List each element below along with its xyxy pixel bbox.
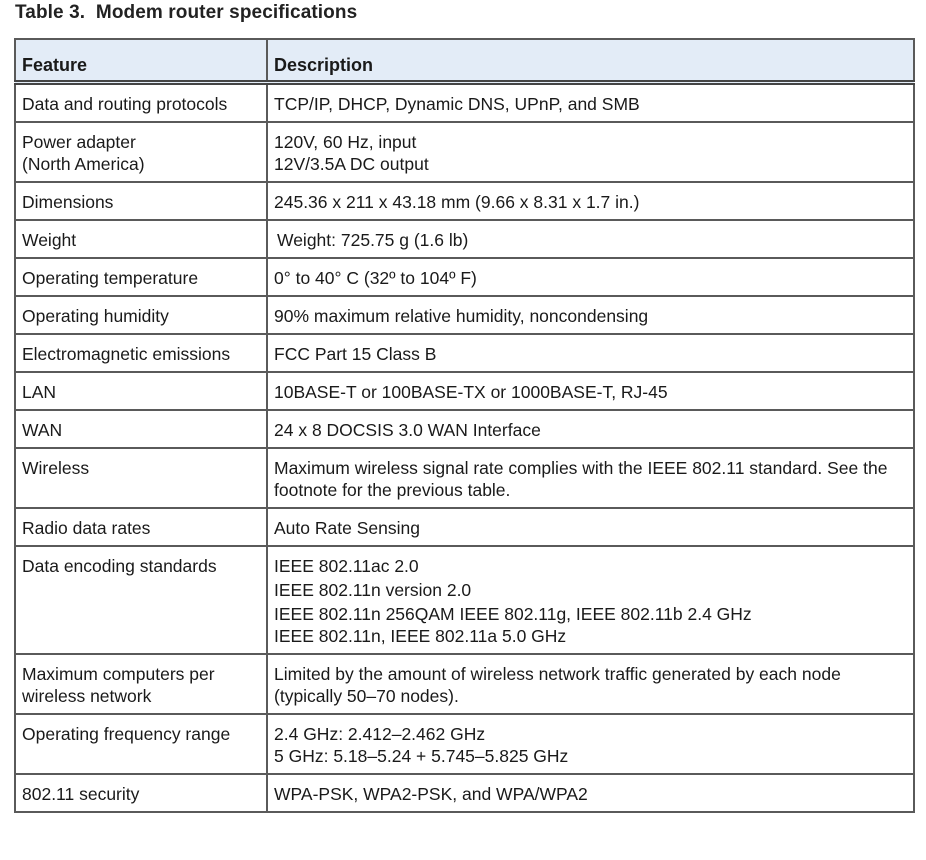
table-row (15, 220, 914, 258)
feature-text: Operating frequency range (22, 724, 231, 744)
description-cell (267, 448, 914, 508)
description-cell (267, 410, 914, 448)
description-cell (267, 83, 914, 123)
description-text: (typically 50–70 nodes). (274, 686, 459, 706)
feature-cell (15, 83, 267, 123)
feature-text: Data and routing protocols (22, 94, 228, 114)
description-text: WPA-PSK, WPA2-PSK, and WPA/WPA2 (274, 784, 588, 804)
table-row (15, 448, 914, 508)
feature-cell (15, 654, 267, 714)
description-text: Auto Rate Sensing (274, 518, 420, 538)
feature-cell (15, 714, 267, 774)
feature-cell (15, 182, 267, 220)
description-text: Maximum wireless signal rate complies with the IEEE 802.11 standard. See the (274, 458, 888, 478)
feature-text: Weight (22, 230, 77, 250)
feature-cell (15, 546, 267, 654)
description-text: FCC Part 15 Class B (274, 344, 437, 364)
description-text: IEEE 802.11n 256QAM IEEE 802.11g, IEEE 802.11b 2.4 GHz (274, 604, 752, 624)
description-text: 5 GHz: 5.18–5.24 + 5.745–5.825 GHz (274, 746, 569, 766)
feature-cell (15, 774, 267, 812)
feature-text: Wireless (22, 458, 90, 478)
feature-text: Electromagnetic emissions (22, 344, 231, 364)
column-header-feature: Feature (15, 39, 267, 83)
description-text: 90% maximum relative humidity, noncondensing (274, 306, 649, 326)
specifications-table (14, 38, 915, 813)
feature-cell (15, 410, 267, 448)
feature-text: 802.11 security (22, 784, 140, 804)
table-row (15, 410, 914, 448)
feature-text: WAN (22, 420, 63, 440)
description-cell (267, 182, 914, 220)
feature-cell (15, 334, 267, 372)
description-text: 0° to 40° C (32º to 104º F) (274, 268, 477, 288)
table-caption: Table 3. Modem router specifications (15, 2, 358, 23)
table-row (15, 546, 914, 654)
description-text: IEEE 802.11ac 2.0 (274, 556, 419, 576)
feature-text: Dimensions (22, 192, 114, 212)
description-text: footnote for the previous table. (274, 480, 511, 500)
description-text: 24 x 8 DOCSIS 3.0 WAN Interface (274, 420, 541, 440)
description-cell (267, 334, 914, 372)
description-text: Limited by the amount of wireless network traffic generated by each node (274, 664, 841, 684)
description-text: 2.4 GHz: 2.412–2.462 GHz (274, 724, 486, 744)
feature-cell (15, 220, 267, 258)
description-text: TCP/IP, DHCP, Dynamic DNS, UPnP, and SMB (274, 94, 640, 114)
feature-cell (15, 258, 267, 296)
feature-text: Maximum computers per (22, 664, 215, 684)
feature-cell (15, 448, 267, 508)
feature-cell (15, 296, 267, 334)
feature-text: LAN (22, 382, 57, 402)
table-row (15, 258, 914, 296)
description-cell (267, 654, 914, 714)
feature-text: Power adapter (22, 132, 136, 152)
feature-cell (15, 508, 267, 546)
table-header-row (15, 39, 914, 83)
description-text: 120V, 60 Hz, input (274, 132, 417, 152)
description-cell (267, 372, 914, 410)
table-row (15, 296, 914, 334)
table-row (15, 83, 914, 123)
description-cell (267, 546, 914, 654)
description-text: Weight: 725.75 g (1.6 lb) (277, 230, 469, 250)
description-cell (267, 774, 914, 812)
column-header-description: Description (267, 39, 914, 83)
feature-text: Radio data rates (22, 518, 151, 538)
description-cell (267, 714, 914, 774)
feature-cell (15, 372, 267, 410)
description-cell (267, 296, 914, 334)
description-cell (267, 258, 914, 296)
table-row (15, 182, 914, 220)
table-row (15, 714, 914, 774)
feature-text: Operating humidity (22, 306, 169, 326)
feature-text: Data encoding standards (22, 556, 217, 576)
table-row (15, 508, 914, 546)
table-row (15, 654, 914, 714)
description-text: 10BASE-T or 100BASE-TX or 1000BASE-T, RJ-45 (274, 382, 668, 402)
description-cell (267, 220, 914, 258)
description-cell (267, 122, 914, 182)
feature-text: (North America) (22, 154, 145, 174)
description-text: IEEE 802.11n, IEEE 802.11a 5.0 GHz (274, 626, 567, 646)
table-row (15, 334, 914, 372)
feature-text: Operating temperature (22, 268, 199, 288)
description-text: 12V/3.5A DC output (274, 154, 429, 174)
description-text: 245.36 x 211 x 43.18 mm (9.66 x 8.31 x 1.7 in.) (274, 192, 640, 212)
table-row (15, 372, 914, 410)
description-text: IEEE 802.11n version 2.0 (274, 580, 472, 600)
table-row (15, 774, 914, 812)
table-row (15, 122, 914, 182)
feature-text: wireless network (22, 686, 152, 706)
description-cell (267, 508, 914, 546)
feature-cell (15, 122, 267, 182)
